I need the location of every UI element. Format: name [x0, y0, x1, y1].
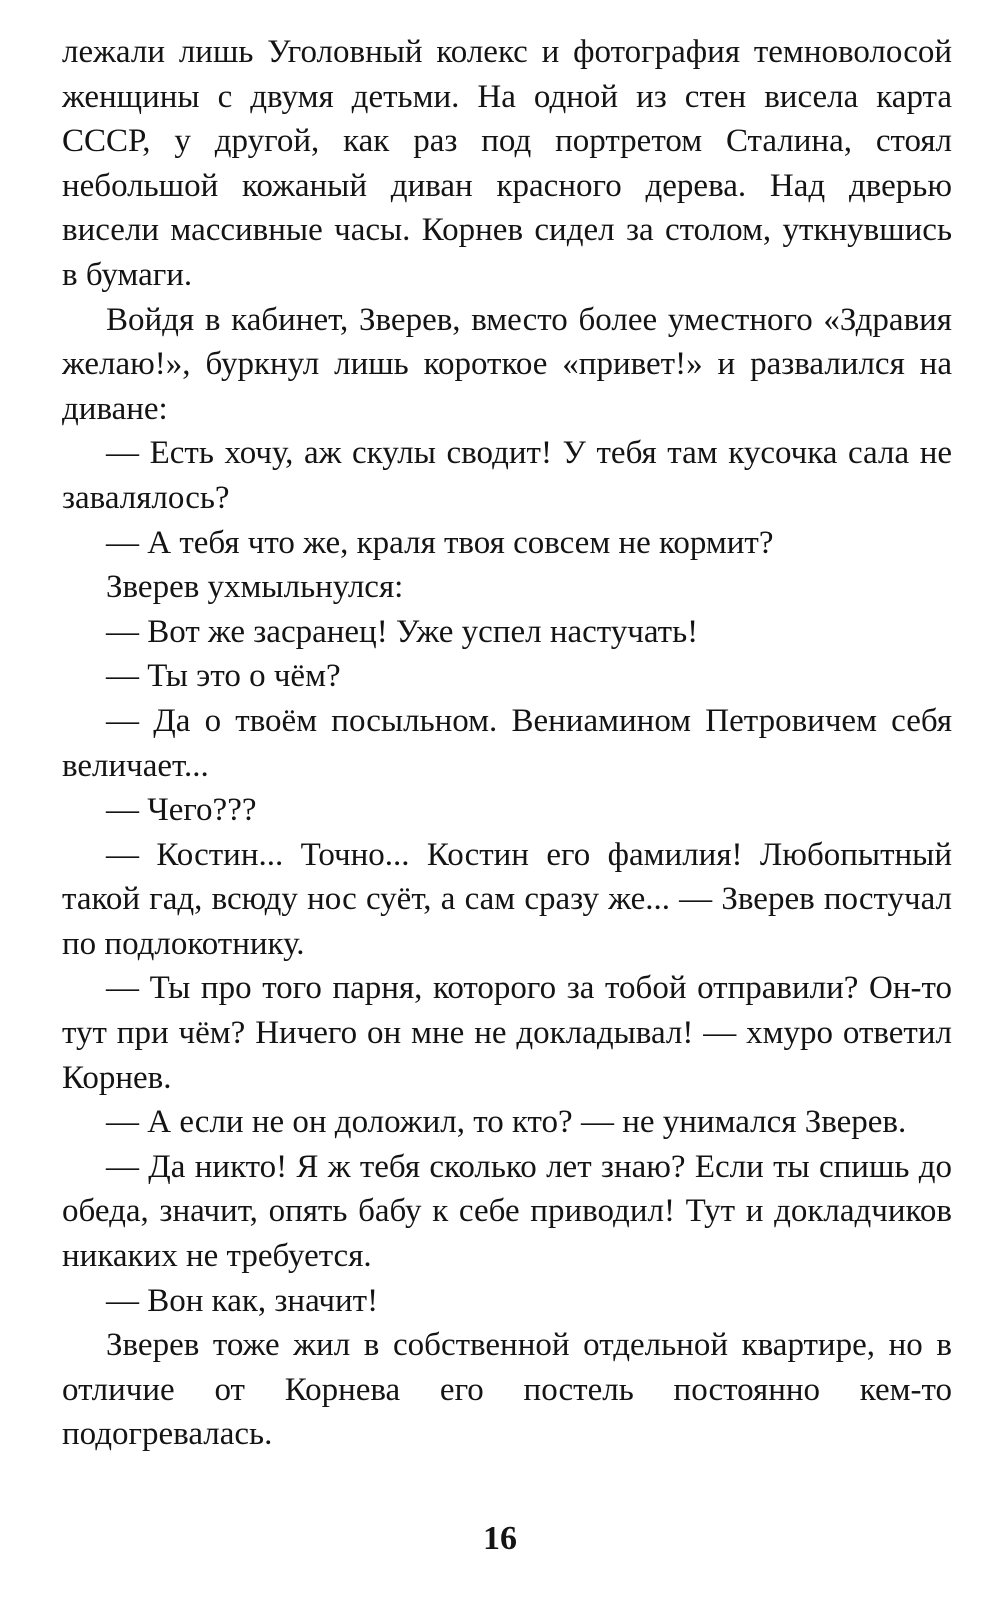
- paragraph-1: лежали лишь Уголовный колекс и фотография темноволосой женщины с двумя детьми. На одной из стен висела карта СССР, у другой, как раз под портретом Сталина, стоял небольшой кожаный диван красного дерева. Над дверью висели массивные часы. Корнев сидел за столом, уткнувшись в бумаги.: [62, 34, 952, 293]
- paragraph-14: — Вон как, значит!: [106, 1282, 379, 1319]
- paragraph-11: — Ты про того парня, которого за тобой отправили? Он-то тут при чём? Ничего он мне не докладывал! — хмуро ответил Корнев.: [62, 970, 952, 1096]
- paragraph-2: Войдя в кабинет, Зверев, вместо более уместного «Здравия желаю!», буркнул лишь короткое «привет!» и развалился на диване:: [62, 301, 952, 427]
- body-text: [62, 30, 952, 1457]
- paragraph-9: — Чего???: [106, 792, 257, 829]
- paragraph-5: Зверев ухмыльнулся:: [106, 569, 404, 606]
- paragraph-8: — Да о твоём посыльном. Вениамином Петровичем себя величает...: [62, 702, 952, 784]
- paragraph-6: — Вот же засранец! Уже успел настучать!: [106, 613, 699, 650]
- paragraph-10: — Костин... Точно... Костин его фамилия! Любопытный такой гад, всюду нос суёт, а сам сразу же... — Зверев постучал по подлокотнику.: [62, 836, 952, 962]
- paragraph-15: Зверев тоже жил в собственной отдельной квартире, но в отличие от Корнева его постель постоянно кем-то подогревалась.: [62, 1327, 952, 1453]
- paragraph-3: — Есть хочу, аж скулы сводит! У тебя там кусочка сала не завалялось?: [62, 435, 952, 516]
- paragraph-7: — Ты это о чём?: [106, 658, 341, 695]
- paragraph-4: — А тебя что же, краля твоя совсем не кормит?: [106, 524, 774, 561]
- page-number: 16: [483, 1520, 517, 1557]
- paragraph-13: — Да никто! Я ж тебя сколько лет знаю? Если ты спишь до обеда, значит, опять бабу к себе приводил! Тут и докладчиков никаких не требуется.: [62, 1148, 952, 1275]
- paragraph-12: — А если не он доложил, то кто? — не унимался Зверев.: [106, 1104, 907, 1141]
